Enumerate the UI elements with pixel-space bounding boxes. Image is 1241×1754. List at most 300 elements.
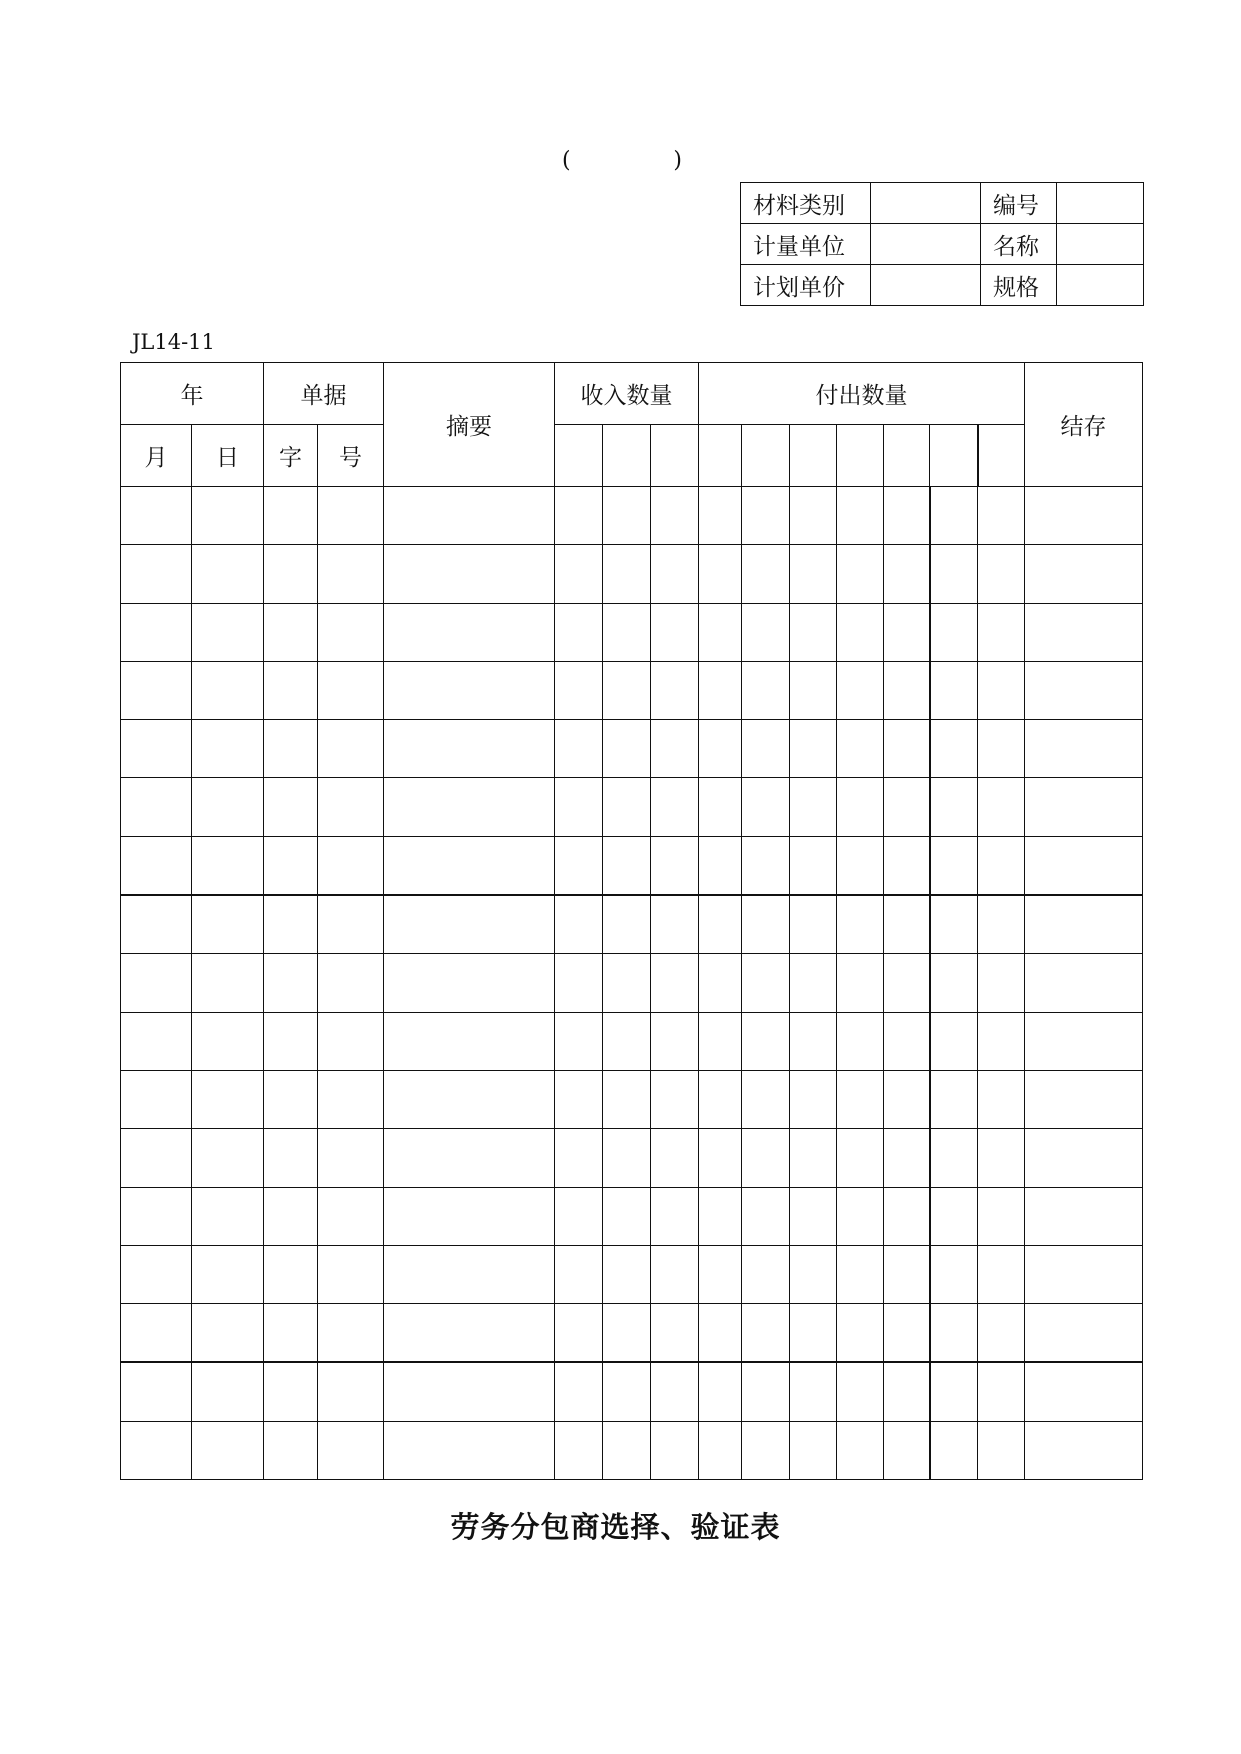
table-cell[interactable]: [930, 1421, 978, 1479]
table-cell[interactable]: [555, 1362, 603, 1421]
table-cell[interactable]: [384, 1012, 555, 1070]
table-cell[interactable]: [651, 954, 699, 1012]
table-cell[interactable]: [930, 1187, 978, 1245]
table-cell[interactable]: [930, 603, 978, 661]
table-cell[interactable]: [884, 895, 930, 954]
table-cell[interactable]: [930, 1304, 978, 1363]
table-cell[interactable]: [192, 1187, 264, 1245]
table-row: [121, 1304, 1143, 1363]
table-cell[interactable]: [555, 720, 603, 778]
sub-cell: [790, 425, 837, 487]
table-cell[interactable]: [121, 1129, 192, 1187]
table-cell[interactable]: [264, 545, 318, 603]
table-cell[interactable]: [603, 836, 651, 895]
table-cell[interactable]: [1025, 1362, 1143, 1421]
table-cell[interactable]: [318, 661, 384, 719]
table-cell[interactable]: [192, 895, 264, 954]
table-cell[interactable]: [555, 778, 603, 836]
table-cell[interactable]: [555, 603, 603, 661]
table-cell[interactable]: [1025, 836, 1143, 895]
table-cell[interactable]: [742, 778, 790, 836]
table-cell[interactable]: [837, 603, 884, 661]
table-cell[interactable]: [603, 1187, 651, 1245]
table-cell[interactable]: [930, 836, 978, 895]
table-cell[interactable]: [264, 603, 318, 661]
table-cell[interactable]: [603, 1421, 651, 1479]
table-cell[interactable]: [384, 1421, 555, 1479]
table-cell[interactable]: [318, 954, 384, 1012]
table-cell[interactable]: [651, 603, 699, 661]
table-cell[interactable]: [884, 1070, 930, 1128]
paren-close: ): [673, 148, 682, 173]
table-cell[interactable]: [930, 1070, 978, 1128]
table-cell[interactable]: [930, 487, 978, 545]
table-cell[interactable]: [930, 1012, 978, 1070]
table-cell[interactable]: [742, 545, 790, 603]
table-cell[interactable]: [384, 778, 555, 836]
spec-label: 规格: [981, 265, 1057, 306]
table-cell[interactable]: [264, 487, 318, 545]
table-cell[interactable]: [121, 603, 192, 661]
table-cell[interactable]: [790, 720, 837, 778]
table-cell[interactable]: [790, 1012, 837, 1070]
table-cell[interactable]: [264, 836, 318, 895]
table-cell[interactable]: [192, 1129, 264, 1187]
table-cell[interactable]: [651, 895, 699, 954]
table-cell[interactable]: [192, 778, 264, 836]
table-cell[interactable]: [651, 778, 699, 836]
table-cell[interactable]: [790, 1187, 837, 1245]
table-cell[interactable]: [742, 487, 790, 545]
table-cell[interactable]: [651, 487, 699, 545]
table-cell[interactable]: [742, 895, 790, 954]
table-cell[interactable]: [603, 1012, 651, 1070]
form-code: JL14-11: [132, 330, 215, 354]
table-cell[interactable]: [555, 1187, 603, 1245]
table-cell[interactable]: [192, 1421, 264, 1479]
table-cell[interactable]: [121, 1362, 192, 1421]
table-cell[interactable]: [555, 545, 603, 603]
table-cell[interactable]: [555, 1070, 603, 1128]
table-cell[interactable]: [192, 545, 264, 603]
table-cell[interactable]: [603, 720, 651, 778]
table-cell[interactable]: [192, 720, 264, 778]
table-cell[interactable]: [884, 778, 930, 836]
table-cell[interactable]: [318, 1070, 384, 1128]
table-cell[interactable]: [1025, 954, 1143, 1012]
table-cell[interactable]: [555, 895, 603, 954]
table-cell[interactable]: [837, 836, 884, 895]
table-cell[interactable]: [978, 720, 1025, 778]
table-cell[interactable]: [651, 1362, 699, 1421]
table-cell[interactable]: [318, 1012, 384, 1070]
table-cell[interactable]: [930, 895, 978, 954]
table-cell[interactable]: [121, 487, 192, 545]
table-cell[interactable]: [930, 661, 978, 719]
sub-cell: [603, 425, 651, 487]
table-cell[interactable]: [930, 954, 978, 1012]
table-cell[interactable]: [837, 1187, 884, 1245]
table-cell[interactable]: [121, 545, 192, 603]
table-cell[interactable]: [837, 1012, 884, 1070]
table-cell[interactable]: [384, 545, 555, 603]
table-cell[interactable]: [264, 1070, 318, 1128]
table-cell[interactable]: [1025, 487, 1143, 545]
table-cell[interactable]: [790, 895, 837, 954]
table-cell[interactable]: [699, 603, 742, 661]
table-cell[interactable]: [121, 836, 192, 895]
plan-price-label: 计划单价: [741, 265, 871, 306]
table-cell[interactable]: [603, 1304, 651, 1363]
table-cell[interactable]: [1025, 1304, 1143, 1363]
table-cell[interactable]: [790, 1304, 837, 1363]
table-cell[interactable]: [651, 1304, 699, 1363]
table-cell[interactable]: [384, 1070, 555, 1128]
table-cell[interactable]: [978, 895, 1025, 954]
table-cell[interactable]: [884, 487, 930, 545]
table-cell[interactable]: [790, 545, 837, 603]
table-cell[interactable]: [651, 1245, 699, 1303]
table-cell[interactable]: [192, 661, 264, 719]
table-cell[interactable]: [978, 954, 1025, 1012]
table-cell[interactable]: [384, 1187, 555, 1245]
table-row: [121, 1421, 1143, 1479]
table-cell[interactable]: [603, 545, 651, 603]
table-cell[interactable]: [192, 1362, 264, 1421]
table-cell[interactable]: [555, 661, 603, 719]
table-cell[interactable]: [699, 661, 742, 719]
material-info-table: [740, 182, 1144, 306]
table-cell[interactable]: [742, 1012, 790, 1070]
table-cell[interactable]: [790, 778, 837, 836]
table-cell[interactable]: [978, 1421, 1025, 1479]
table-cell[interactable]: [837, 778, 884, 836]
table-cell[interactable]: [837, 545, 884, 603]
table-cell[interactable]: [884, 1129, 930, 1187]
table-cell[interactable]: [1025, 1129, 1143, 1187]
table-cell[interactable]: [699, 778, 742, 836]
table-cell[interactable]: [699, 1245, 742, 1303]
table-cell[interactable]: [603, 1129, 651, 1187]
table-cell[interactable]: [978, 1012, 1025, 1070]
table-cell[interactable]: [264, 661, 318, 719]
table-cell[interactable]: [264, 720, 318, 778]
table-cell[interactable]: [264, 778, 318, 836]
table-cell[interactable]: [318, 778, 384, 836]
table-cell[interactable]: [121, 1187, 192, 1245]
table-cell[interactable]: [603, 603, 651, 661]
ledger-table: [120, 362, 1143, 1480]
table-cell[interactable]: [978, 545, 1025, 603]
table-cell[interactable]: [384, 1304, 555, 1363]
table-cell[interactable]: [978, 1304, 1025, 1363]
table-cell[interactable]: [192, 603, 264, 661]
table-cell[interactable]: [884, 1012, 930, 1070]
table-cell[interactable]: [837, 487, 884, 545]
table-cell[interactable]: [1025, 720, 1143, 778]
table-cell[interactable]: [384, 1362, 555, 1421]
table-cell[interactable]: [555, 954, 603, 1012]
income-qty-header: 收入数量: [555, 363, 699, 425]
table-cell[interactable]: [837, 1070, 884, 1128]
table-cell[interactable]: [790, 836, 837, 895]
table-cell[interactable]: [192, 836, 264, 895]
table-cell[interactable]: [603, 661, 651, 719]
table-cell[interactable]: [790, 1245, 837, 1303]
table-cell[interactable]: [264, 1012, 318, 1070]
table-cell[interactable]: [790, 603, 837, 661]
table-cell[interactable]: [192, 1304, 264, 1363]
table-cell[interactable]: [884, 1304, 930, 1363]
table-cell[interactable]: [603, 1245, 651, 1303]
table-cell[interactable]: [742, 1187, 790, 1245]
table-cell[interactable]: [978, 1245, 1025, 1303]
table-cell[interactable]: [884, 954, 930, 1012]
table-cell[interactable]: [790, 1070, 837, 1128]
table-cell[interactable]: [1025, 1421, 1143, 1479]
table-cell[interactable]: [699, 1187, 742, 1245]
table-cell[interactable]: [884, 836, 930, 895]
table-cell[interactable]: [121, 1421, 192, 1479]
table-cell[interactable]: [651, 1129, 699, 1187]
unit-value[interactable]: [871, 224, 981, 265]
table-cell[interactable]: [837, 954, 884, 1012]
table-cell[interactable]: [837, 1304, 884, 1363]
table-cell[interactable]: [884, 1421, 930, 1479]
table-cell[interactable]: [699, 1070, 742, 1128]
table-cell[interactable]: [121, 720, 192, 778]
table-cell[interactable]: [192, 1070, 264, 1128]
table-cell[interactable]: [318, 487, 384, 545]
table-cell[interactable]: [1025, 1070, 1143, 1128]
sub-cell: [742, 425, 790, 487]
table-cell[interactable]: [121, 1304, 192, 1363]
table-cell[interactable]: [318, 545, 384, 603]
sub-cell: [978, 425, 1025, 487]
table-cell[interactable]: [837, 1421, 884, 1479]
table-cell[interactable]: [837, 720, 884, 778]
table-cell[interactable]: [930, 1362, 978, 1421]
table-row: [121, 1012, 1143, 1070]
table-cell[interactable]: [603, 487, 651, 545]
table-cell[interactable]: [651, 836, 699, 895]
table-cell[interactable]: [192, 1245, 264, 1303]
table-cell[interactable]: [384, 1129, 555, 1187]
table-cell[interactable]: [318, 1245, 384, 1303]
table-cell[interactable]: [318, 1304, 384, 1363]
table-cell[interactable]: [651, 1421, 699, 1479]
table-cell[interactable]: [699, 1012, 742, 1070]
table-cell[interactable]: [384, 954, 555, 1012]
table-cell[interactable]: [1025, 661, 1143, 719]
table-cell[interactable]: [318, 603, 384, 661]
table-cell[interactable]: [978, 1187, 1025, 1245]
name-value[interactable]: [1057, 224, 1144, 265]
table-cell[interactable]: [384, 487, 555, 545]
table-cell[interactable]: [555, 1245, 603, 1303]
table-cell[interactable]: [651, 1187, 699, 1245]
table-cell[interactable]: [884, 661, 930, 719]
table-cell[interactable]: [318, 895, 384, 954]
table-cell[interactable]: [978, 1129, 1025, 1187]
table-cell[interactable]: [742, 1245, 790, 1303]
table-cell[interactable]: [651, 1012, 699, 1070]
serial-no-value[interactable]: [1057, 183, 1144, 224]
table-cell[interactable]: [930, 720, 978, 778]
table-cell[interactable]: [742, 661, 790, 719]
table-cell[interactable]: [121, 1245, 192, 1303]
table-cell[interactable]: [699, 954, 742, 1012]
table-cell[interactable]: [699, 836, 742, 895]
table-cell[interactable]: [192, 954, 264, 1012]
table-cell[interactable]: [651, 661, 699, 719]
table-cell[interactable]: [884, 720, 930, 778]
table-cell[interactable]: [384, 603, 555, 661]
table-cell[interactable]: [790, 661, 837, 719]
table-cell[interactable]: [1025, 1012, 1143, 1070]
material-category-label: 材料类别: [741, 183, 871, 224]
serial-no-label: 编号: [981, 183, 1057, 224]
month-header: 月: [121, 425, 192, 487]
table-cell[interactable]: [603, 778, 651, 836]
table-cell[interactable]: [742, 1070, 790, 1128]
table-cell[interactable]: [555, 1129, 603, 1187]
table-cell[interactable]: [742, 1362, 790, 1421]
table-cell[interactable]: [1025, 1187, 1143, 1245]
table-cell[interactable]: [264, 1245, 318, 1303]
table-cell[interactable]: [1025, 603, 1143, 661]
table-cell[interactable]: [930, 545, 978, 603]
table-cell[interactable]: [790, 1421, 837, 1479]
table-cell[interactable]: [121, 661, 192, 719]
table-cell[interactable]: [699, 895, 742, 954]
table-cell[interactable]: [192, 487, 264, 545]
table-cell[interactable]: [884, 1362, 930, 1421]
table-cell[interactable]: [1025, 778, 1143, 836]
table-cell[interactable]: [603, 895, 651, 954]
table-cell[interactable]: [603, 954, 651, 1012]
table-cell[interactable]: [1025, 545, 1143, 603]
table-cell[interactable]: [555, 1304, 603, 1363]
table-cell[interactable]: [742, 836, 790, 895]
table-cell[interactable]: [121, 954, 192, 1012]
table-cell[interactable]: [318, 1421, 384, 1479]
table-cell[interactable]: [318, 720, 384, 778]
table-cell[interactable]: [837, 1129, 884, 1187]
table-cell[interactable]: [978, 603, 1025, 661]
spec-value[interactable]: [1057, 265, 1144, 306]
table-cell[interactable]: [699, 1304, 742, 1363]
table-cell[interactable]: [930, 1129, 978, 1187]
table-cell[interactable]: [651, 1070, 699, 1128]
table-cell[interactable]: [1025, 895, 1143, 954]
table-cell[interactable]: [384, 661, 555, 719]
plan-price-value[interactable]: [871, 265, 981, 306]
table-cell[interactable]: [121, 1012, 192, 1070]
table-cell[interactable]: [384, 1245, 555, 1303]
table-cell[interactable]: [978, 487, 1025, 545]
table-cell[interactable]: [264, 1362, 318, 1421]
table-cell[interactable]: [121, 895, 192, 954]
table-cell[interactable]: [699, 487, 742, 545]
table-cell[interactable]: [837, 661, 884, 719]
table-cell[interactable]: [384, 720, 555, 778]
table-cell[interactable]: [742, 603, 790, 661]
table-cell[interactable]: [555, 836, 603, 895]
table-cell[interactable]: [192, 1012, 264, 1070]
table-cell[interactable]: [1025, 1245, 1143, 1303]
table-cell[interactable]: [742, 954, 790, 1012]
table-cell[interactable]: [603, 1070, 651, 1128]
table-cell[interactable]: [884, 603, 930, 661]
table-cell[interactable]: [318, 1187, 384, 1245]
table-cell[interactable]: [884, 1187, 930, 1245]
table-cell[interactable]: [837, 895, 884, 954]
table-cell[interactable]: [264, 954, 318, 1012]
table-cell[interactable]: [699, 1129, 742, 1187]
table-cell[interactable]: [264, 1129, 318, 1187]
table-cell[interactable]: [121, 778, 192, 836]
table-cell[interactable]: [978, 778, 1025, 836]
table-cell[interactable]: [837, 1362, 884, 1421]
table-cell[interactable]: [384, 895, 555, 954]
table-cell[interactable]: [651, 545, 699, 603]
table-cell[interactable]: [884, 1245, 930, 1303]
table-row: [121, 895, 1143, 954]
table-cell[interactable]: [742, 720, 790, 778]
table-cell[interactable]: [555, 487, 603, 545]
table-cell[interactable]: [555, 1012, 603, 1070]
table-cell[interactable]: [318, 836, 384, 895]
table-cell[interactable]: [603, 1362, 651, 1421]
table-cell[interactable]: [978, 836, 1025, 895]
table-cell[interactable]: [121, 1070, 192, 1128]
table-cell[interactable]: [790, 1129, 837, 1187]
table-cell[interactable]: [978, 1070, 1025, 1128]
table-cell[interactable]: [699, 1421, 742, 1479]
table-cell[interactable]: [318, 1362, 384, 1421]
table-cell[interactable]: [699, 720, 742, 778]
table-cell[interactable]: [742, 1304, 790, 1363]
table-cell[interactable]: [790, 1362, 837, 1421]
table-cell[interactable]: [384, 836, 555, 895]
table-cell[interactable]: [884, 545, 930, 603]
table-cell[interactable]: [837, 1245, 884, 1303]
table-cell[interactable]: [699, 1362, 742, 1421]
table-cell[interactable]: [742, 1129, 790, 1187]
table-row: [121, 487, 1143, 545]
table-cell[interactable]: [930, 778, 978, 836]
table-cell[interactable]: [742, 1421, 790, 1479]
table-cell[interactable]: [264, 1304, 318, 1363]
table-cell[interactable]: [978, 1362, 1025, 1421]
material-category-value[interactable]: [871, 183, 981, 224]
table-cell[interactable]: [978, 661, 1025, 719]
table-cell[interactable]: [264, 895, 318, 954]
table-cell[interactable]: [930, 1245, 978, 1303]
table-cell[interactable]: [790, 487, 837, 545]
table-row: [121, 661, 1143, 719]
table-cell[interactable]: [651, 720, 699, 778]
table-cell[interactable]: [264, 1421, 318, 1479]
table-cell[interactable]: [790, 954, 837, 1012]
table-cell[interactable]: [318, 1129, 384, 1187]
table-cell[interactable]: [699, 545, 742, 603]
unit-label: 计量单位: [741, 224, 871, 265]
table-cell[interactable]: [555, 1421, 603, 1479]
table-cell[interactable]: [264, 1187, 318, 1245]
table-row: [121, 1187, 1143, 1245]
